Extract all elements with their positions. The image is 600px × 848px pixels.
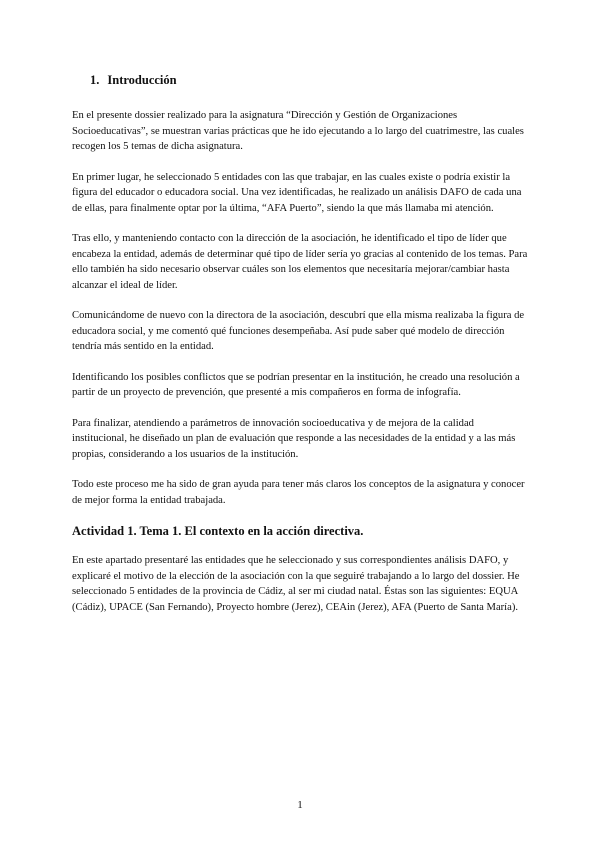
activity-1-heading: Actividad 1. Tema 1. El contexto en la acción directiva.	[72, 524, 364, 538]
activity-1-paragraph: En este apartado presentaré las entidades que he seleccionado y sus correspondientes análisis DAFO, y explicaré el motivo de la elección de la asociación con la que seguiré trabajando a lo largo del dossier. He seleccionado 5 entidades de la provincia de Cádiz, al ser mi ciudad natal. Éstas son las siguientes: EQUA (Cádiz), UPACE (San Fernando), Proyecto hombre (Jerez), CEAin (Jerez), AFA (Puerto de Santa María).	[72, 555, 520, 613]
intro-paragraph-4: Comunicándome de nuevo con la directora de la asociación, descubrí que ella misma realizaba la figura de educadora social, y me comentó qué funciones desempeñaba. Así pude saber qué modelo de dirección tendría más sentido en la entidad.	[72, 310, 525, 352]
intro-paragraph-7: Todo este proceso me ha sido de gran ayuda para tener más claros los conceptos de la asignatura y conocer de mejor forma la entidad trabajada.	[72, 479, 525, 506]
section-number: 1.	[90, 73, 100, 87]
intro-paragraph-6: Para finalizar, atendiendo a parámetros de innovación socioeducativa y de mejora de la calidad institucional, he diseñado un plan de evaluación que responde a las necesidades de la entidad y a las más propias, considerando a los usuarios de la institución.	[72, 417, 516, 460]
intro-paragraph-3: Tras ello, y manteniendo contacto con la dirección de la asociación, he identificado el tipo de líder que encabeza la entidad, además de determinar qué tipo de líder sería yo gracias al contenido de los temas. Para ello también ha sido necesario observar cuáles son los elementos que necesitaría mejorar/cambiar hasta alcanzar el ideal de líder.	[72, 233, 528, 291]
page-content	[72, 72, 530, 630]
page-number: 1	[297, 799, 303, 811]
intro-paragraph-2: En primer lugar, he seleccionado 5 entidades con las que trabajar, en las cuales existe o podría existir la figura del educador o educadora social. Una vez identificadas, he realizado un análisis DAFO de cada una de ellas, para finalmente optar por la última, “AFA Puerto”, siendo la que más llamaba mi atención.	[72, 171, 522, 214]
section-heading-introduccion	[90, 72, 530, 88]
intro-paragraph-5: Identificando los posibles conflictos que se podrían presentar en la institución, he creado una resolución a partir de un proyecto de prevención, que presenté a mis compañeros en forma de infografía.	[72, 371, 520, 398]
section-title: Introducción	[107, 73, 177, 87]
intro-paragraph-1: En el presente dossier realizado para la asignatura “Dirección y Gestión de Organizaciones Socioeducativas”, se muestran varias prácticas que he ido ejecutando a lo largo del cuatrimestre, las cuales recogen los 5 temas de dicha asignatura.	[72, 110, 524, 152]
